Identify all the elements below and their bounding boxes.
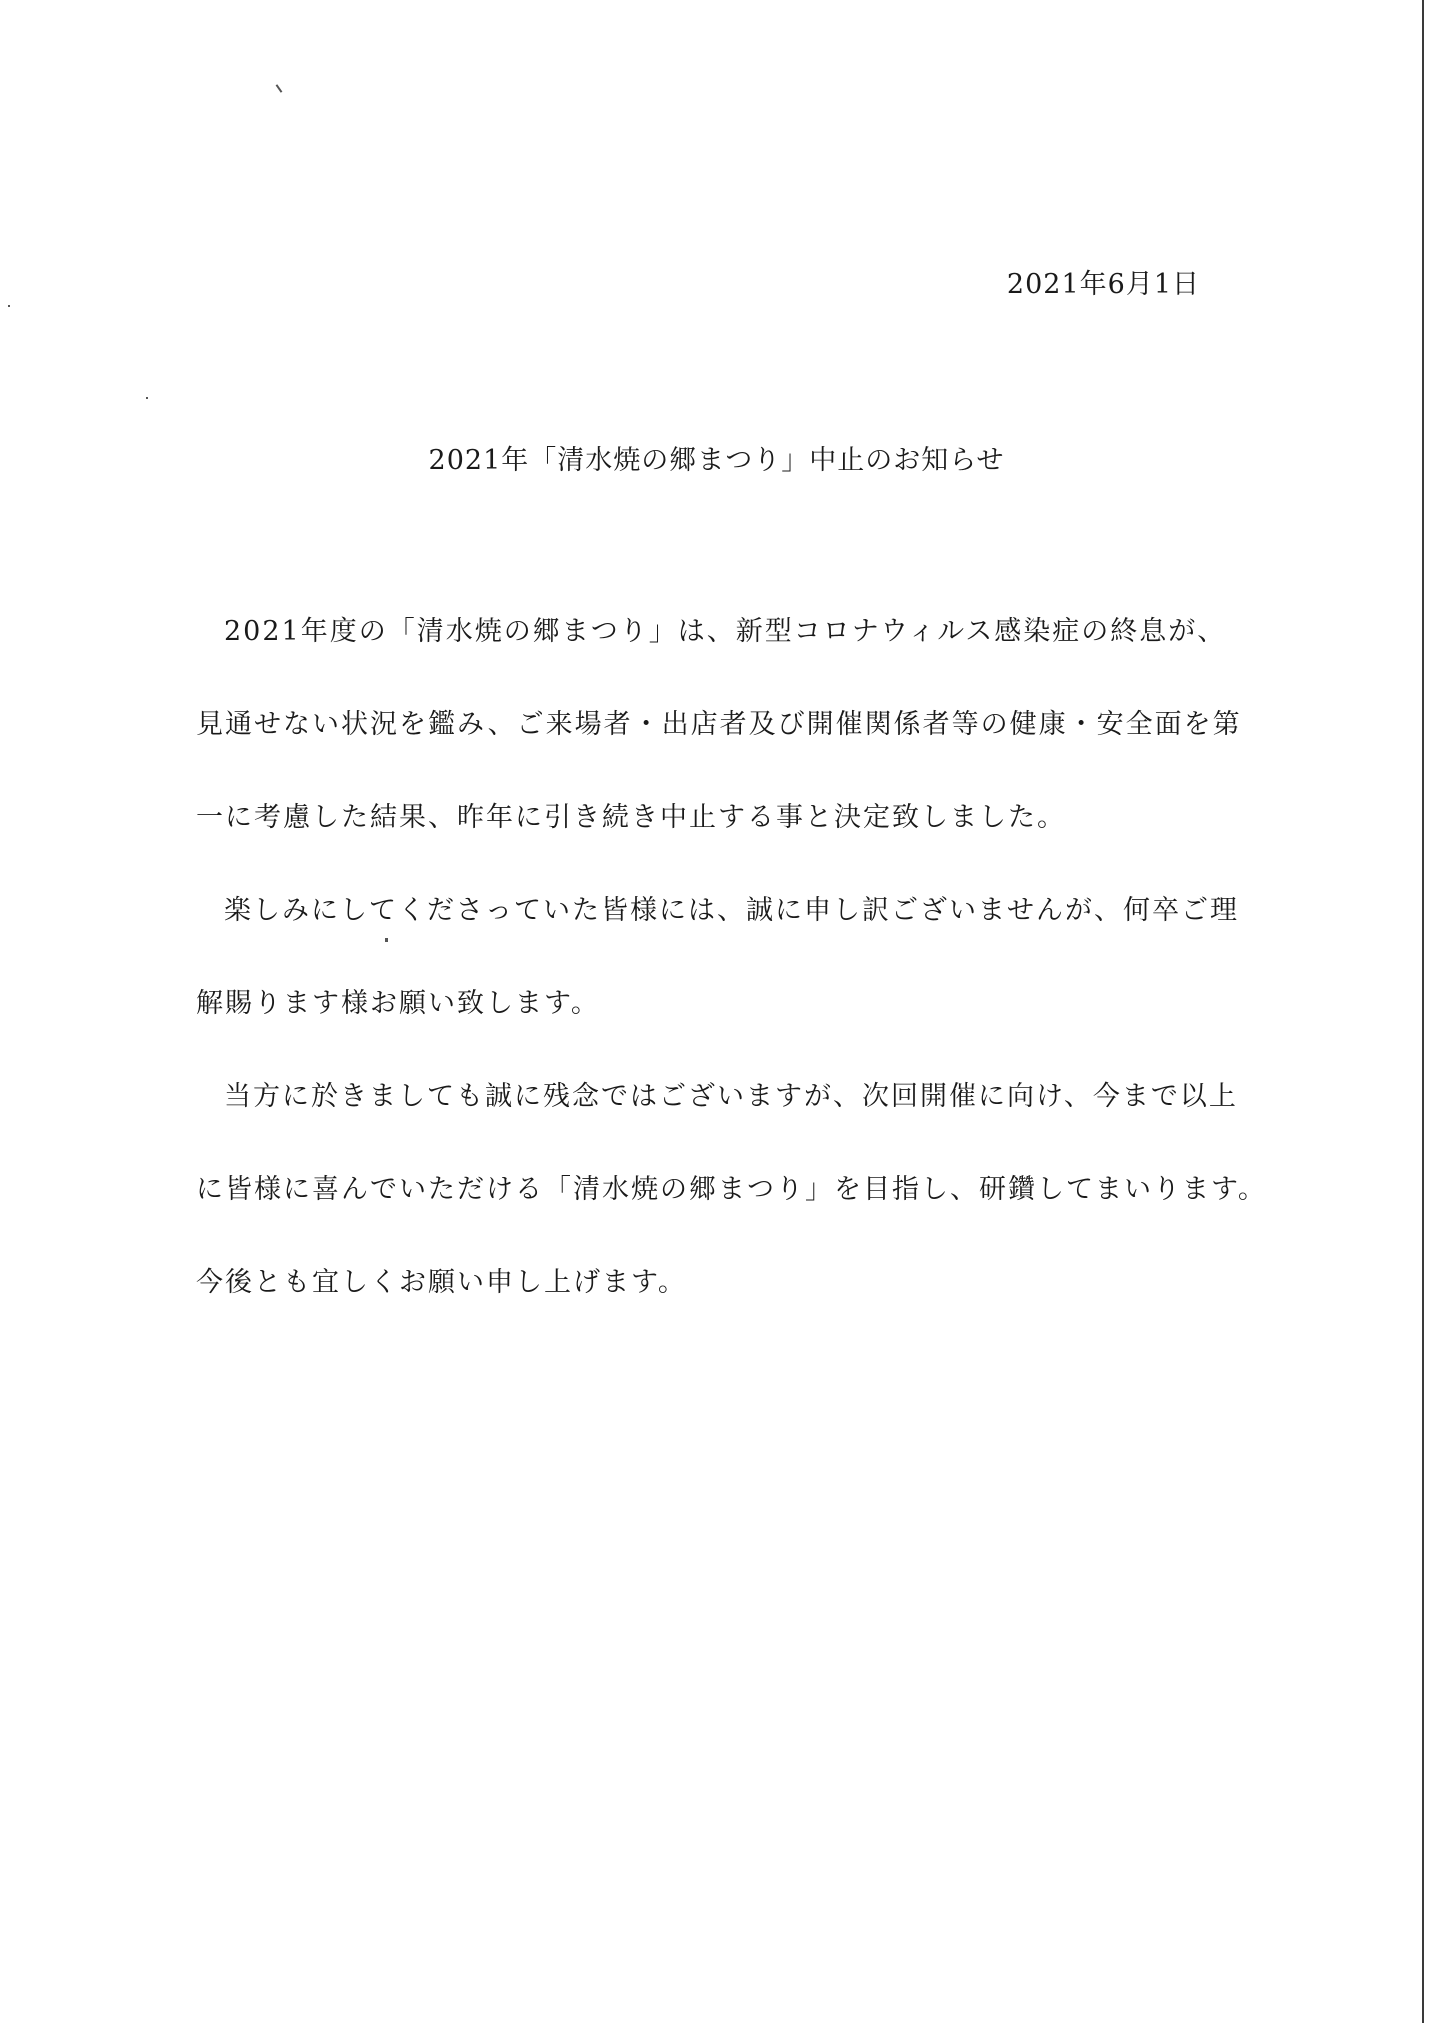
document-title: 2021年「清水焼の郷まつり」中止のお知らせ (428, 445, 1005, 476)
body-line: 2021年度の「清水焼の郷まつり」は、新型コロナウィルス感染症の終息が、 (224, 616, 1227, 647)
scan-edge-line (1422, 0, 1424, 2023)
body-line: 当方に於きましても誠に残念ではございますが、次回開催に向け、今まで以上 (224, 1081, 1238, 1112)
body-line: 一に考慮した結果、昨年に引き続き中止する事と決定致しました。 (196, 802, 1066, 833)
body-line: 今後とも宜しくお願い申し上げます。 (196, 1267, 687, 1298)
body-line: 解賜ります様お願い致します。 (196, 988, 600, 1019)
scan-speck (276, 84, 283, 93)
scan-speck (8, 305, 10, 307)
scan-speck (146, 397, 148, 399)
body-line: に皆様に喜んでいただける「清水焼の郷まつり」を目指し、研鑽してまいります。 (196, 1174, 1267, 1205)
document-body (196, 612, 1267, 1356)
body-line: 楽しみにしてくださっていた皆様には、誠に申し訳ございませんが、何卒ご理 (224, 895, 1239, 926)
document-date: 2021年6月1日 (1006, 269, 1200, 300)
body-line: 見通せない状況を鑑み、ご来場者・出店者及び開催関係者等の健康・安全面を第 (196, 709, 1242, 740)
